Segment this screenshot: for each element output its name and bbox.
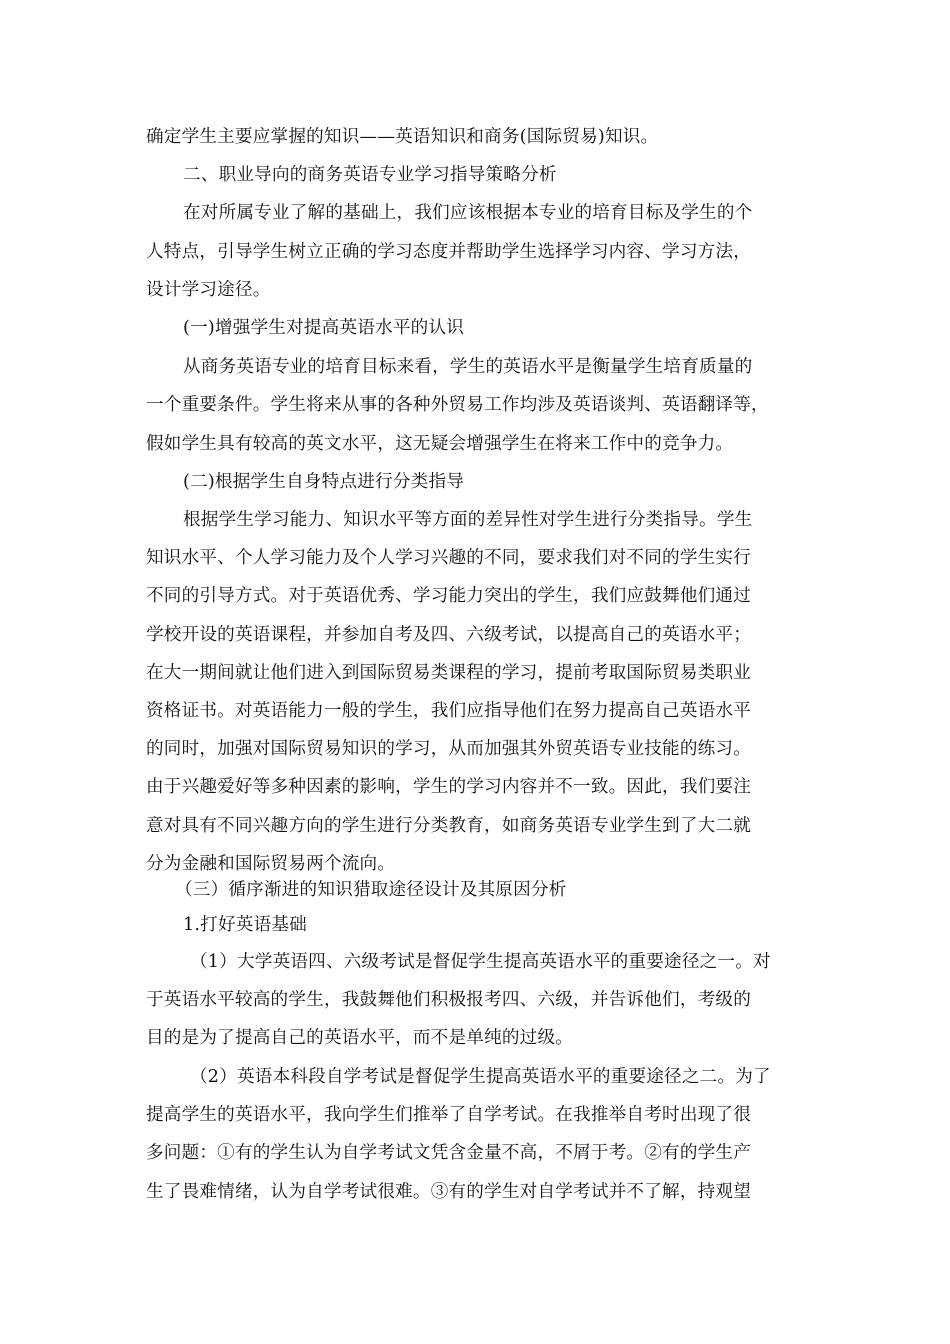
body-text-line: 人特点，引导学生树立正确的学习态度并帮助学生选择学习内容、学习方法， [146, 242, 751, 262]
body-text-line: 由于兴趣爱好等多种因素的影响，学生的学习内容并不一致。因此，我们要注 [146, 777, 751, 797]
body-text-line: 资格证书。对英语能力一般的学生，我们应指导他们在努力提高自己英语水平 [146, 701, 751, 721]
list-heading: 1.打好英语基础 [183, 915, 307, 935]
body-text-line: 于英语水平较高的学生，我鼓舞他们积极报考四、六级，并告诉他们，考级的 [146, 990, 751, 1010]
subsection-heading: （三）循序渐进的知识猎取途径设计及其原因分析 [175, 880, 567, 900]
body-text-line: 不同的引导方式。对于英语优秀、学习能力突出的学生，我们应鼓舞他们通过 [146, 586, 751, 606]
body-text-line: 意对具有不同兴趣方向的学生进行分类教育，如商务英语专业学生到了大二就 [146, 816, 751, 836]
body-text-line: 确定学生主要应掌握的知识——英语知识和商务(国际贸易)知识。 [146, 127, 659, 147]
subsection-heading: (二)根据学生自身特点进行分类指导 [183, 472, 465, 492]
body-text-line: 根据学生学习能力、知识水平等方面的差异性对学生进行分类指导。学生 [183, 510, 753, 530]
body-text-line: 设计学习途径。 [146, 280, 271, 300]
body-text-line: 从商务英语专业的培育目标来看，学生的英语水平是衡量学生培育质量的 [183, 357, 753, 377]
body-text-line: 提高学生的英语水平，我向学生们推举了自学考试。在我推举自考时出现了很 [146, 1105, 751, 1125]
body-text-line: 分为金融和国际贸易两个流向。 [146, 854, 396, 874]
body-text-line: （2）英语本科段自学考试是督促学生提高英语水平的重要途径之二。为了 [190, 1067, 771, 1087]
subsection-heading: (一)增强学生对提高英语水平的认识 [183, 318, 465, 338]
body-text-line: 知识水平、个人学习能力及个人学习兴趣的不同，要求我们对不同的学生实行 [146, 548, 751, 568]
body-text-line: 在对所属专业了解的基础上，我们应该根据本专业的培育目标及学生的个 [183, 203, 753, 223]
body-text-line: 一个重要条件。学生将来从事的各种外贸易工作均涉及英语谈判、英语翻译等， [146, 395, 769, 415]
body-text-line: （1）大学英语四、六级考试是督促学生提高英语水平的重要途径之一。对 [190, 952, 771, 972]
body-text-line: 目的是为了提高自己的英语水平，而不是单纯的过级。 [146, 1028, 574, 1048]
body-text-line: 生了畏难情绪，认为自学考试很难。③有的学生对自学考试并不了解，持观望 [146, 1182, 751, 1202]
body-text-line: 学校开设的英语课程，并参加自考及四、六级考试，以提高自己的英语水平； [146, 625, 751, 645]
body-text-line: 多问题：①有的学生认为自学考试文凭含金量不高，不屑于考。②有的学生产 [146, 1143, 751, 1163]
body-text-line: 的同时，加强对国际贸易知识的学习，从而加强其外贸英语专业技能的练习。 [146, 739, 751, 759]
body-text-line: 假如学生具有较高的英文水平，这无疑会增强学生在将来工作中的竞争力。 [146, 434, 734, 454]
body-text-line: 在大一期间就让他们进入到国际贸易类课程的学习，提前考取国际贸易类职业 [146, 663, 751, 683]
section-heading: 二、职业导向的商务英语专业学习指导策略分析 [183, 165, 557, 185]
